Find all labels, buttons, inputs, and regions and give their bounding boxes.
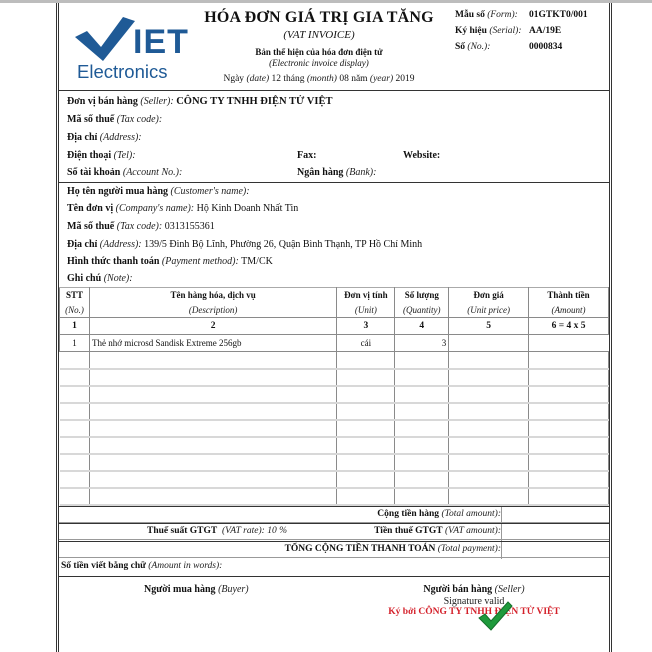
total-payment-value xyxy=(501,542,609,559)
amount-in-words-row: Số tiền viết bằng chữ (Amount in words): xyxy=(59,558,609,577)
col-header-amount-en: (Amount) xyxy=(529,303,609,318)
viet-electronics-logo xyxy=(73,17,189,81)
seller-address-row: Địa chỉ (Address): xyxy=(67,132,142,143)
table-row-empty xyxy=(60,454,609,471)
vat-row: Thuế suất GTGT (VAT rate): 10 % Tiền thuế GTGT (VAT amount): xyxy=(59,523,609,540)
table-row-empty xyxy=(60,369,609,386)
table-row-empty xyxy=(60,488,609,505)
seller-signature-label: Người bán hàng (Seller) xyxy=(423,584,525,595)
cell-description: Thẻ nhớ microsd Sandisk Extreme 256gb xyxy=(89,335,336,352)
logo-sub: Electronics xyxy=(77,61,168,81)
buyer-tax-row: Mã số thuế (Tax code): 0313155361 xyxy=(67,221,215,232)
col-num: 1 xyxy=(60,318,90,335)
buyer-note-row: Ghi chú (Note): xyxy=(67,273,133,284)
seller-tax-row: Mã số thuế (Tax code): xyxy=(67,114,163,125)
buyer-address-row: Địa chỉ (Address): 139/5 Đinh Bộ Lĩnh, Phường 26, Quận Bình Thạnh, TP Hồ Chí Minh xyxy=(67,239,423,250)
seller-signature xyxy=(359,584,589,618)
total-amount-row: Cộng tiền hàng (Total amount): xyxy=(59,506,609,523)
seller-bank-row: Ngân hàng (Bank): xyxy=(297,167,377,178)
col-header-no-en: (No.) xyxy=(60,303,90,318)
table-row-empty xyxy=(60,420,609,437)
table-row-empty xyxy=(60,471,609,488)
invoice-page xyxy=(56,3,612,652)
col-header-unit-price-en: (Unit price) xyxy=(449,303,529,318)
signature-check-icon xyxy=(477,601,513,631)
seller-website-row: Website: xyxy=(403,150,441,161)
col-num: 4 xyxy=(395,318,449,335)
cell-unit-price xyxy=(449,335,529,352)
col-header-unit-price: Đơn giá xyxy=(449,288,529,303)
col-header-no: STT xyxy=(60,288,90,303)
logo-word: IET xyxy=(133,23,189,61)
seller-section xyxy=(59,91,609,183)
meta-serial: Ký hiệu (Serial): AA/19E xyxy=(455,26,562,36)
buyer-section xyxy=(59,183,609,287)
checkmark-v-icon xyxy=(75,17,135,61)
seller-tel-row: Điện thoại (Tel): xyxy=(67,150,136,161)
meta-form: Mẫu số (Form): 01GTKT0/001 xyxy=(455,10,588,20)
invoice-title: HÓA ĐƠN GIÁ TRỊ GIA TĂNG xyxy=(204,9,434,26)
col-header-description: Tên hàng hóa, dịch vụ xyxy=(89,288,336,303)
signed-by-text: Ký bởi CÔNG TY TNHH ĐIỆN TỬ VIỆT xyxy=(388,607,560,617)
seller-name-row: Đơn vị bán hàng (Seller): CÔNG TY TNHH ĐIỆN TỬ VIỆT xyxy=(67,96,333,107)
col-header-unit: Đơn vị tính xyxy=(337,288,395,303)
col-header-description-en: (Description) xyxy=(89,303,336,318)
invoice-meta xyxy=(455,8,588,56)
table-row-empty xyxy=(60,352,609,369)
table-row xyxy=(60,335,609,352)
buyer-company-row: Tên đơn vị (Company's name): Hộ Kinh Doanh Nhất Tin xyxy=(67,203,299,214)
table-header-en-row xyxy=(60,303,609,318)
table-row-empty xyxy=(60,403,609,420)
invoice-header xyxy=(59,3,609,91)
total-amount-value xyxy=(501,507,609,524)
signature-valid-text: Signature valid xyxy=(443,596,505,607)
table-row-empty xyxy=(60,386,609,403)
meta-number: Số (No.): 0000834 xyxy=(455,42,563,52)
cell-amount xyxy=(529,335,609,352)
display-title: Bản thể hiện của hóa đơn điện tử xyxy=(255,47,383,57)
cell-unit: cái xyxy=(337,335,395,352)
table-header-row xyxy=(60,288,609,303)
invoice-date: Ngày (date) 12 tháng (month) 08 năm (year) 2019 xyxy=(223,74,415,84)
buyer-customer-row: Họ tên người mua hàng (Customer's name): xyxy=(67,186,250,197)
display-subtitle: (Electronic invoice display) xyxy=(269,58,369,68)
col-header-quantity: Số lượng xyxy=(395,288,449,303)
col-header-quantity-en: (Quantity) xyxy=(395,303,449,318)
col-num: 5 xyxy=(449,318,529,335)
buyer-payment-row: Hình thức thanh toán (Payment method): TM/CK xyxy=(67,256,273,267)
table-column-number-row xyxy=(60,318,609,335)
items-table xyxy=(59,287,609,506)
total-payment-row: TỔNG CỘNG TIỀN THANH TOÁN (Total payment): xyxy=(59,541,609,558)
col-num: 6 = 4 x 5 xyxy=(529,318,609,335)
table-row-empty xyxy=(60,437,609,454)
cell-no: 1 xyxy=(60,335,90,352)
vat-rate: Thuế suất GTGT (VAT rate): 10 % xyxy=(147,526,287,536)
buyer-signature-label: Người mua hàng (Buyer) xyxy=(144,584,249,595)
col-header-amount: Thành tiền xyxy=(529,288,609,303)
cell-quantity: 3 xyxy=(395,335,449,352)
signature-section xyxy=(59,577,609,652)
seller-fax-row: Fax: xyxy=(297,150,317,161)
title-block xyxy=(199,9,439,84)
col-num: 3 xyxy=(337,318,395,335)
col-header-unit-en: (Unit) xyxy=(337,303,395,318)
col-num: 2 xyxy=(89,318,336,335)
seller-account-row: Số tài khoản (Account No.): xyxy=(67,167,183,178)
vat-amount-value xyxy=(501,524,609,541)
invoice-subtitle: (VAT INVOICE) xyxy=(283,29,355,41)
